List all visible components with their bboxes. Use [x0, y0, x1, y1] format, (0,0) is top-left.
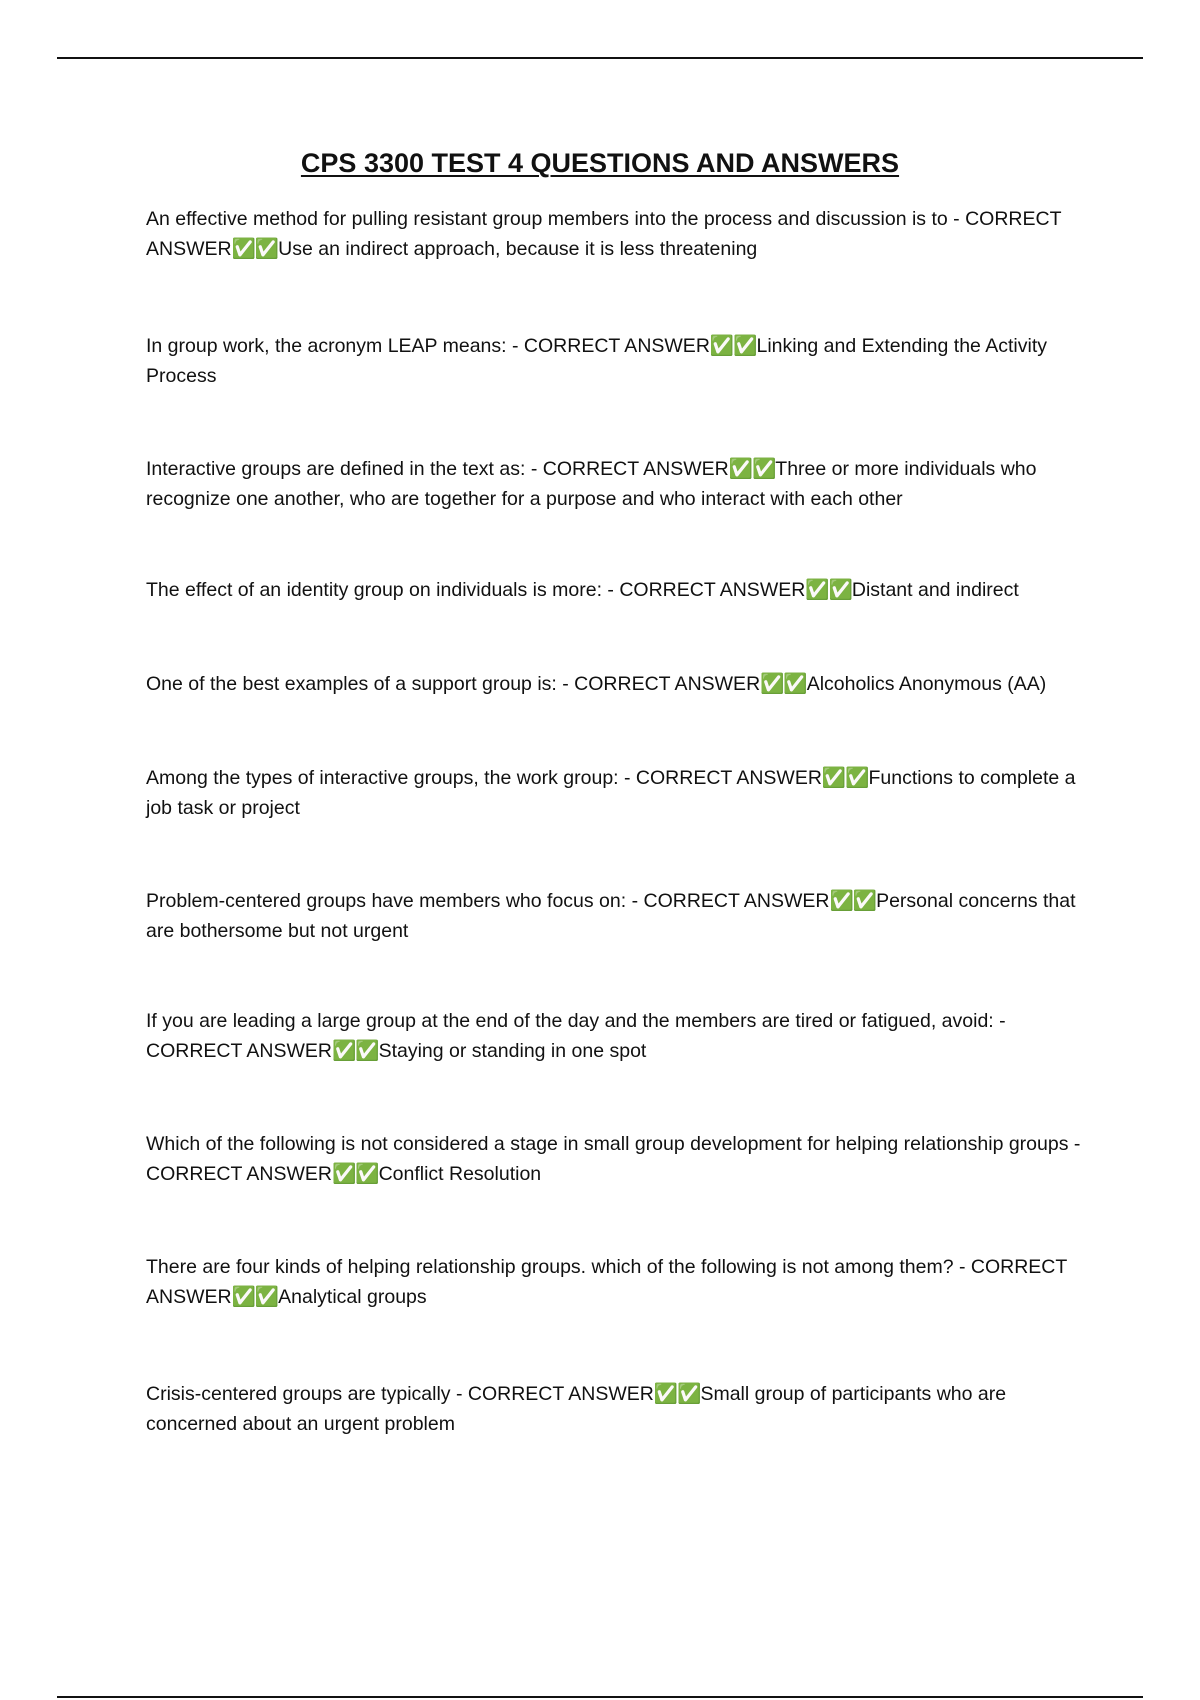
- question-text: Interactive groups are defined in the text as:: [146, 458, 526, 480]
- qa-item: [146, 669, 1096, 699]
- qa-item: [146, 1006, 1096, 1066]
- check-mark-icon: ✅✅: [653, 1383, 701, 1405]
- answer-text: Functions to complete a job task or project: [146, 767, 1076, 819]
- correct-answer-label: - CORRECT ANSWER: [450, 1383, 654, 1405]
- answer-text: Three or more individuals who recognize one another, who are together for a purpose and who interact with each other: [146, 458, 1037, 510]
- correct-answer-label: - CORRECT ANSWER: [506, 335, 710, 357]
- qa-item: [146, 1379, 1096, 1439]
- page-title: [0, 146, 1200, 180]
- question-text: In group work, the acronym LEAP means:: [146, 335, 507, 357]
- check-mark-icon: ✅✅: [231, 238, 279, 260]
- qa-item: [146, 1252, 1096, 1312]
- correct-answer-label: - CORRECT ANSWER: [556, 673, 761, 695]
- correct-answer-label: - CORRECT ANSWER: [626, 890, 830, 912]
- correct-answer-label: - CORRECT ANSWER: [525, 458, 729, 480]
- question-text: Problem-centered groups have members who focus on:: [146, 890, 627, 912]
- question-text: One of the best examples of a support group is:: [146, 673, 557, 695]
- qa-item: [146, 331, 1096, 391]
- qa-item: [146, 575, 1096, 605]
- correct-answer-label: - CORRECT ANSWER: [146, 1010, 1006, 1062]
- qa-item: [146, 454, 1096, 514]
- check-mark-icon: ✅✅: [709, 335, 757, 357]
- check-mark-icon: ✅✅: [760, 673, 807, 695]
- qa-item: [146, 1129, 1096, 1189]
- correct-answer-label: - CORRECT ANSWER: [601, 579, 806, 601]
- check-mark-icon: ✅✅: [821, 767, 869, 789]
- answer-text: Conflict Resolution: [378, 1163, 542, 1185]
- check-mark-icon: ✅✅: [829, 890, 877, 912]
- answer-text: Use an indirect approach, because it is less threatening: [278, 238, 758, 260]
- question-text: There are four kinds of helping relationship groups. which of the following is not among them?: [146, 1256, 954, 1278]
- top-rule: [57, 57, 1143, 59]
- answer-text: Personal concerns that are bothersome but not urgent: [146, 890, 1076, 942]
- check-mark-icon: ✅✅: [805, 579, 852, 601]
- correct-answer-label: - CORRECT ANSWER: [146, 1133, 1081, 1185]
- answer-text: Alcoholics Anonymous (AA): [806, 673, 1047, 695]
- question-text: Which of the following is not considered a stage in small group development for helping relationship groups: [146, 1133, 1069, 1155]
- check-mark-icon: ✅✅: [332, 1040, 379, 1062]
- question-text: Among the types of interactive groups, the work group:: [146, 767, 619, 789]
- page-title-text: CPS 3300 TEST 4 QUESTIONS AND ANSWERS: [300, 148, 900, 178]
- answer-text: Small group of participants who are concerned about an urgent problem: [146, 1383, 1007, 1435]
- answer-text: Analytical groups: [278, 1286, 427, 1308]
- correct-answer-label: - CORRECT ANSWER: [618, 767, 822, 789]
- qa-item: [146, 763, 1096, 823]
- answer-text: Staying or standing in one spot: [378, 1040, 647, 1062]
- question-text: Crisis-centered groups are typically: [146, 1383, 451, 1405]
- answer-text: Distant and indirect: [851, 579, 1019, 601]
- bottom-rule: [57, 1696, 1143, 1698]
- question-text: If you are leading a large group at the end of the day and the members are tired or fatigued, avoid:: [146, 1010, 994, 1032]
- check-mark-icon: ✅✅: [231, 1286, 279, 1308]
- check-mark-icon: ✅✅: [332, 1163, 379, 1185]
- correct-answer-label: - CORRECT ANSWER: [146, 1256, 1067, 1308]
- qa-item: [146, 204, 1096, 264]
- qa-item: [146, 886, 1096, 946]
- question-text: An effective method for pulling resistant group members into the process and discussion is to: [146, 208, 948, 230]
- question-text: The effect of an identity group on individuals is more:: [146, 579, 602, 601]
- correct-answer-label: - CORRECT ANSWER: [146, 208, 1062, 260]
- check-mark-icon: ✅✅: [728, 458, 776, 480]
- answer-text: Linking and Extending the Activity Process: [146, 335, 1047, 387]
